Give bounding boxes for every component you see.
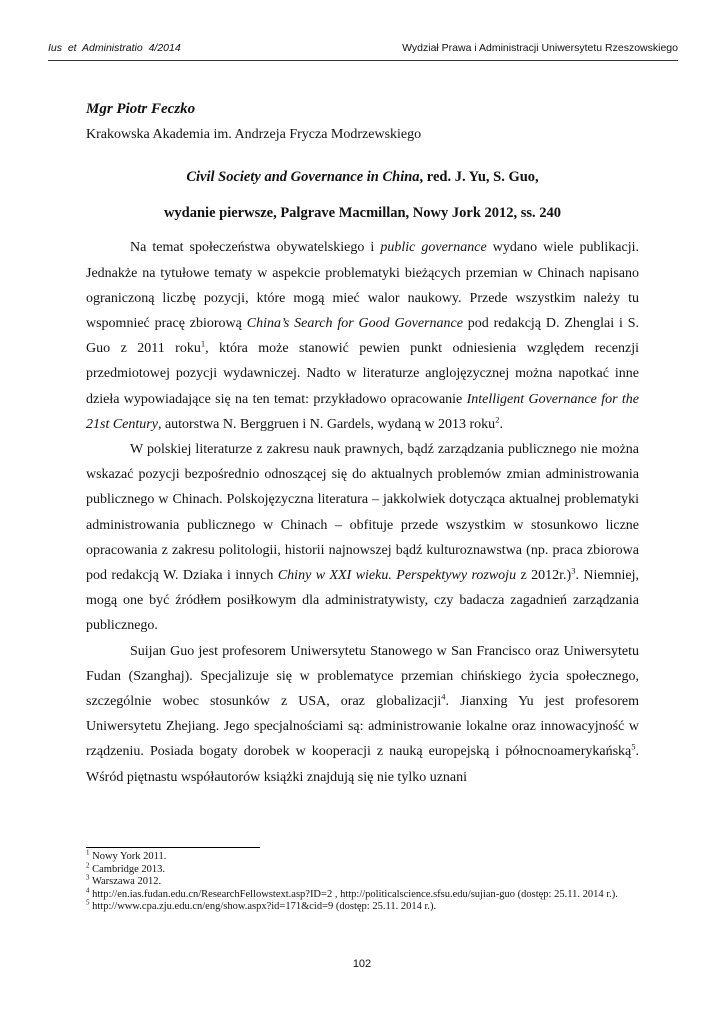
paragraph-3: Suijan Guo jest profesorem Uniwersytetu Stanowego w San Francisco oraz Uniwersytetu Fudan (Szanghaj). Specjalizuje się w problematyce przemian chińskiego życia społecznego, szczególnie wobec stosunków z USA, oraz globalizacji$^4$. Jianxing Yu jest profesorem Uniwersytetu Zhejiang. Jego specjalnościami są: administrowanie lokalne oraz innowacyjność w rządzeniu. Posiada bogaty dorobek w kooperacji z nauką europejską i północnoamerykańską$^5$. Wśród piętnastu współautorów książki znajdują się nie tylko uznani [86, 643, 639, 785]
footnotes [86, 848, 639, 914]
footnote-divider [86, 847, 260, 848]
journal-name: Ius et Administratio 4/2014 [48, 42, 181, 54]
paragraph-1: Na temat społeczeństwa obywatelskiego i public governance wydano wiele publikacji. Jednakże na tytułowe tematy w aspekcie problematyki bieżących przemian w Chinach napisano ograniczoną liczbę pozycji, które mogą mieć walor naukowy. Przede wszystkim należy tu wspomnieć pracę zbiorową China’s Search for Good Governance pod redakcją D. Zhenglai i S. Guo z 2011 roku$^1$, która może stanowić pewien punkt odniesienia względem recenzji przedmiotowej pozycji wydawniczej. Nadto w literaturze anglojęzycznej można napotkać inne dzieła wypowiadające się na ten temat: przykładowo opracowanie Intelligent Governance for the 21st Century, autorstwa N. Berggruen i N. Gardels, wydaną w 2013 roku$^2$. [86, 240, 639, 432]
footnote-ref-1[interactable]: 1 [200, 338, 206, 349]
title-line-1 [86, 159, 639, 195]
title-line-2: wydanie pierwsze, Palgrave Macmillan, Nowy Jork 2012, ss. 240 [163, 205, 562, 222]
paragraph-2: W polskiej literaturze z zakresu nauk prawnych, bądź zarządzania publicznego nie można wskazać pozycji bezpośrednio odnoszącej się do aktualnych problemów zmian administrowania publicznego w Chinach. Polskojęzyczna literatura – jakkolwiek dotycząca aktualnej problematyki administrowania publicznego w Chinach – obfituje przede wszystkim w stosunkowo liczne opracowania z zakresu politologii, historii najnowszej bądź kulturoznawstwa (np. praca zbiorowa pod redakcją W. Dziaka i innych Chiny w XXI wieku. Perspektywy rozwoju z 2012r.)$^3$. Niemniej, mogą one być źródłem posiłkowym dla administratywisty, czy badacza zagadnień zarządzania publicznego. [86, 442, 640, 634]
footnote-2: $^2$ Cambridge 2013. [86, 861, 166, 875]
footnote-4: $^4$ http://en.ias.fudan.edu.cn/ResearchFellowstext.asp?ID=2 , http://politicalscience.sfsu.edu/sujian-guo (dostęp: 25.11. 2014 r.). [86, 886, 618, 900]
title-editors: , red. J. Yu, S. Guo, [419, 169, 539, 186]
review-title [86, 159, 639, 231]
footnote-3: $^3$ Warszawa 2012. [86, 873, 162, 888]
footnote-ref-5[interactable]: 5 [631, 741, 636, 752]
footnote-4-links[interactable]: http://en.ias.fudan.edu.cn/ResearchFellowstext.asp?ID=2 , http://politicalscience.sfsu.edu/sujian-guo (dostęp: 25.11. 2014 r.). [92, 888, 618, 900]
footnote-5-link[interactable]: http://www.cpa.zju.edu.cn/eng/show.aspx?id=171&cid=9 (dostęp: 25.11. 2014 r.). [92, 901, 437, 913]
footnote-5: $^5$ http://www.cpa.zju.edu.cn/eng/show.aspx?id=171&cid=9 (dostęp: 25.11. 2014 r.). [86, 898, 437, 913]
institution-name: Wydział Prawa i Administracji Uniwersytetu Rzeszowskiego [402, 42, 678, 54]
page-number: 102 [352, 958, 372, 970]
footnote-1: $^1$ Nowy York 2011. [86, 848, 167, 862]
book-title: Civil Society and Governance in China [186, 169, 420, 186]
running-header [48, 38, 678, 61]
author-name: Mgr Piotr Feczko [86, 101, 196, 117]
author-affiliation: Krakowska Akademia im. Andrzeja Frycza Modrzewskiego [86, 127, 422, 143]
article-body [86, 97, 639, 790]
footnote-ref-3[interactable]: 3 [571, 565, 576, 576]
footnote-ref-2[interactable]: 2 [495, 414, 500, 425]
footnote-ref-4[interactable]: 4 [441, 691, 446, 702]
